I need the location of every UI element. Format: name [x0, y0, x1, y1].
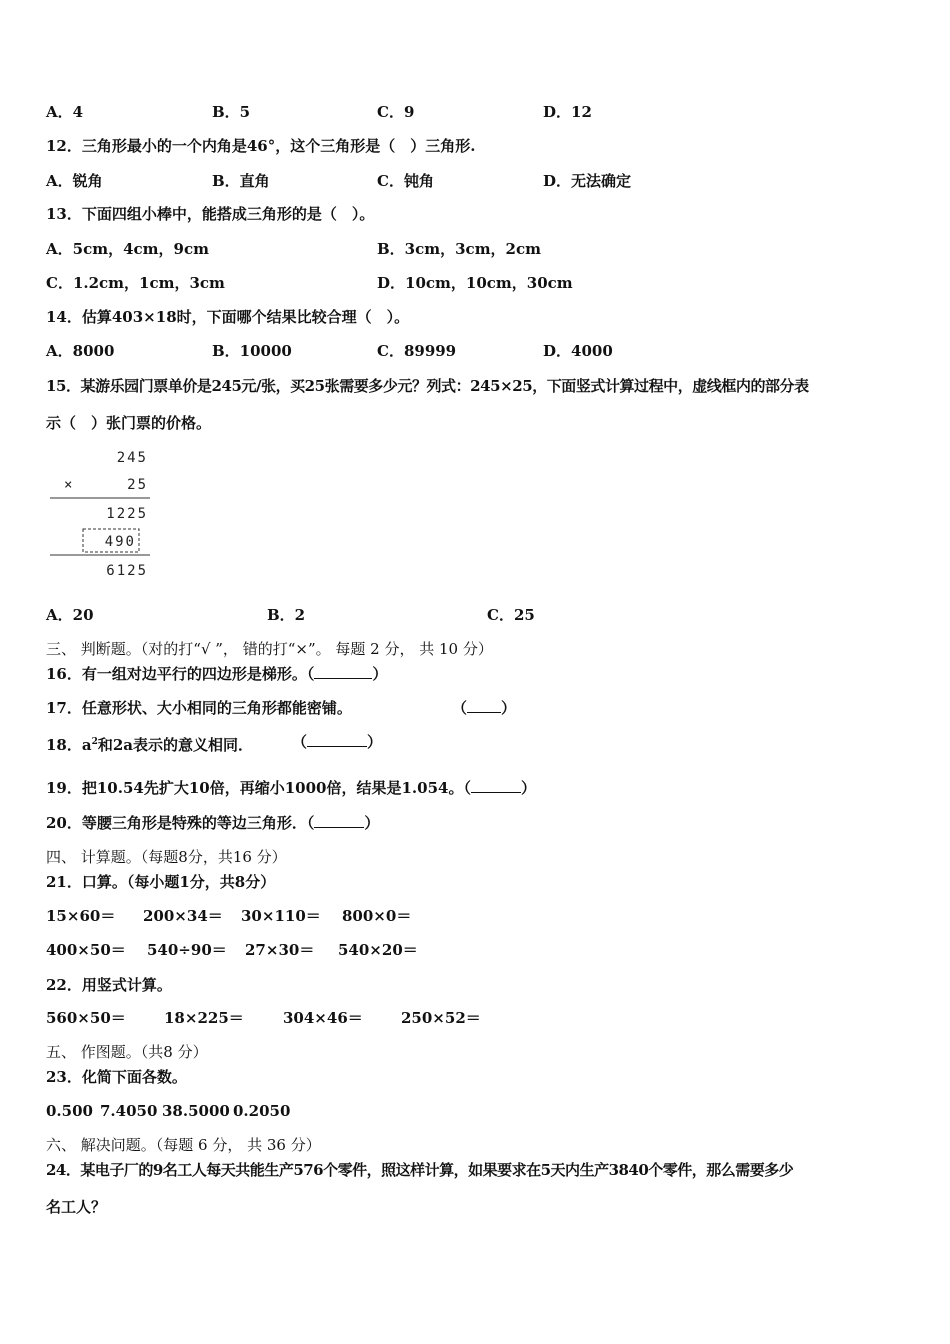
q13-stem: 13．下面四组小棒中，能搭成三角形的是（ ）。	[46, 205, 375, 223]
q12-option-c: C．钝角	[377, 172, 434, 190]
q13-option-d: D．10cm，10cm，30cm	[377, 274, 573, 292]
q11-option-d: D．12	[543, 103, 592, 121]
calc-partial-2: 490	[104, 534, 136, 550]
q17-answer	[452, 698, 516, 718]
q14-option-c: C．89999	[377, 342, 457, 360]
q11-option-b: B．5	[212, 103, 251, 121]
q15-option-b: B．2	[267, 606, 306, 624]
q18-text: 和2a表示的意义相同．	[97, 736, 254, 754]
q21-row1-item4: 800×0＝	[342, 907, 412, 925]
calc-multiplier: 25	[127, 477, 148, 493]
q23-stem: 23．化简下面各数。	[46, 1068, 187, 1086]
q22-stem: 22．用竖式计算。	[46, 976, 172, 994]
q18	[46, 732, 253, 755]
q23-item3: 38.5000	[162, 1102, 230, 1120]
section-3-title: 三、 判断题。（对的打“√ ”， 错的打“×”。 每题 2 分， 共 10 分）	[46, 640, 493, 658]
q19	[46, 778, 536, 798]
calc-times-sign: ×	[64, 477, 75, 493]
q15-option-c: C．25	[487, 606, 535, 624]
section-5-title: 五、 作图题。（共8 分）	[46, 1043, 208, 1061]
q21-row2-item2: 540÷90＝	[147, 941, 227, 959]
calc-multiplicand: 245	[116, 450, 148, 466]
q11-option-c: C．9	[377, 103, 415, 121]
q17-close: ）	[501, 699, 517, 717]
q14-option-a: A．8000	[46, 342, 115, 360]
q15-stem-line2: 示（ ）张门票的价格。	[46, 414, 212, 432]
q17	[46, 698, 352, 718]
q21-row1-item1: 15×60＝	[46, 907, 116, 925]
q18-prefix: 18．a	[46, 736, 92, 754]
q15-stem-line1: 15．某游乐园门票单价是245元/张，买25张需要多少元？列式：245×25，下面竖式计算过程中，虚线框内的部分表	[46, 377, 809, 395]
q22-item4: 250×52＝	[401, 1009, 481, 1027]
vertical-multiplication	[46, 445, 156, 585]
q20-close: ）	[364, 814, 380, 832]
q16-text: 16．有一组对边平行的四边形是梯形。（	[46, 665, 315, 683]
q20-answer-blank[interactable]	[314, 813, 364, 828]
q12-option-d: D．无法确定	[543, 172, 632, 190]
q18-answer	[292, 732, 382, 752]
q16	[46, 664, 387, 684]
q13-option-b: B．3cm，3cm，2cm	[377, 240, 542, 258]
q18-close: ）	[367, 733, 383, 751]
q14-stem: 14．估算403×18时，下面哪个结果比较合理（ ）。	[46, 308, 410, 326]
q21-row2-item3: 27×30＝	[245, 941, 315, 959]
q21-row2-item1: 400×50＝	[46, 941, 126, 959]
q21-row2-item4: 540×20＝	[338, 941, 418, 959]
q15-option-a: A．20	[46, 606, 94, 624]
q13-option-c: C．1.2cm，1cm，3cm	[46, 274, 225, 292]
q24-line1: 24．某电子厂的9名工人每天共能生产576个零件，照这样计算，如果要求在5天内生产3840个零件，那么需要多少	[46, 1161, 794, 1179]
q19-answer-blank[interactable]	[471, 778, 521, 793]
q14-option-b: B．10000	[212, 342, 292, 360]
q16-answer-blank[interactable]	[314, 664, 372, 679]
q20	[46, 813, 379, 833]
q18-exponent: 2	[91, 737, 98, 747]
q17-answer-blank[interactable]	[467, 698, 501, 713]
q24-line2: 名工人？	[46, 1198, 107, 1216]
q21-row1-item2: 200×34＝	[143, 907, 223, 925]
q22-item2: 18×225＝	[164, 1009, 244, 1027]
q12-stem: 12．三角形最小的一个内角是46°，这个三角形是（ ）三角形.	[46, 137, 476, 155]
q20-text: 20．等腰三角形是特殊的等边三角形．（	[46, 814, 315, 832]
section-4-title: 四、 计算题。（每题8分，共16 分）	[46, 848, 287, 866]
q18-open: （	[292, 733, 308, 751]
calc-result: 6125	[106, 563, 148, 579]
q18-answer-blank[interactable]	[307, 732, 367, 747]
q19-close: ）	[520, 779, 536, 797]
q19-text: 19．把10.54先扩大10倍，再缩小1000倍，结果是1.054。（	[46, 779, 471, 797]
q11-option-a: A．4	[46, 103, 84, 121]
q12-option-a: A．锐角	[46, 172, 103, 190]
q21-stem: 21．口算。（每小题1分，共8分）	[46, 873, 276, 891]
q23-item1: 0.500	[46, 1102, 93, 1120]
q12-option-b: B．直角	[212, 172, 270, 190]
calc-partial-1: 1225	[106, 506, 148, 522]
q16-close: ）	[372, 665, 388, 683]
q21-row1-item3: 30×110＝	[241, 907, 321, 925]
q22-item3: 304×46＝	[283, 1009, 363, 1027]
q13-option-a: A．5cm，4cm，9cm	[46, 240, 209, 258]
q14-option-d: D．4000	[543, 342, 613, 360]
q23-item2: 7.4050	[100, 1102, 158, 1120]
q22-item1: 560×50＝	[46, 1009, 126, 1027]
section-6-title: 六、 解决问题。（每题 6 分， 共 36 分）	[46, 1136, 321, 1154]
q17-open: （	[452, 699, 468, 717]
q23-item4: 0.2050	[233, 1102, 291, 1120]
q17-text: 17．任意形状、大小相同的三角形都能密铺。	[46, 699, 352, 717]
